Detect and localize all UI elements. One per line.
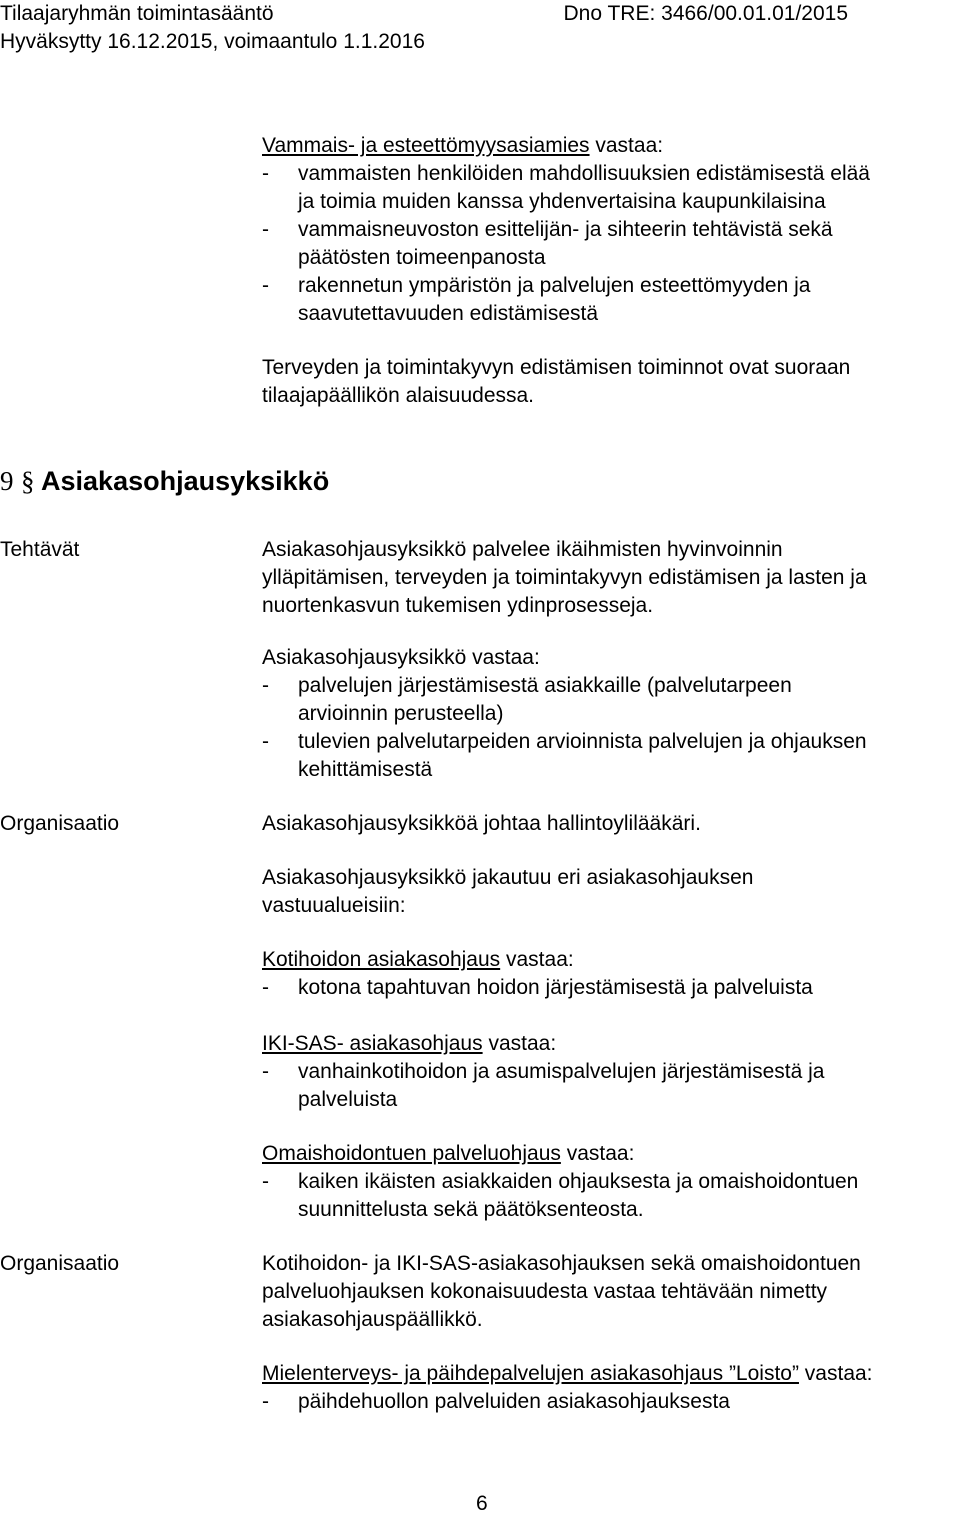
vammais-title: Vammais- ja esteettömyysasiamies [262,134,590,157]
omaishoito-block: Omaishoidontuen palveluohjaus vastaa: - kaiken ikäisten asiakkaiden ohjauksesta ja omaishoidontuen suunnittelusta sekä päätöksenteosta. [262,1140,952,1224]
kotihoito-title: Kotihoidon asiakasohjaus [262,948,501,971]
loisto-block: Mielenterveys- ja päihdepalvelujen asiakasohjaus ”Loisto” vastaa: - päihdehuollon palveluiden asiakasohjauksesta [262,1360,952,1416]
label-tehtavat: Tehtävät [0,538,80,561]
list-item: - rakennetun ympäristön ja palvelujen esteettömyyden ja [262,274,811,297]
section-title: Asiakasohjausyksikkö [41,466,330,496]
loisto-title: Mielenterveys- ja päihdepalvelujen asiakasohjaus ”Loisto” [262,1362,799,1385]
list-item: - vammaisten henkilöiden mahdollisuuksien edistämisestä elää [262,162,870,185]
page-number: 6 [476,1492,488,1515]
document-title: Tilaajaryhmän toimintasääntö [0,2,274,25]
kotihoito-block: Kotihoidon asiakasohjaus vastaa: - kotona tapahtuvan hoidon järjestämisestä ja palveluista [262,946,952,1002]
list-item: - päihdehuollon palveluiden asiakasohjauksesta [262,1390,730,1413]
ikisas-title: IKI-SAS- asiakasohjaus [262,1032,483,1055]
list-item: - vammaisneuvoston esittelijän- ja sihteerin tehtävistä sekä [262,218,833,241]
vammais-note: Terveyden ja toimintakyvyn edistämisen toiminnot ovat suoraan tilaajapäällikön alaisuudessa. [262,356,851,407]
page-header [0,0,960,56]
ikisas-block: IKI-SAS- asiakasohjaus vastaa: - vanhainkotihoidon ja asumispalvelujen järjestämisestä ja palveluista [262,1030,952,1114]
organisaatio-split: Asiakasohjausyksikkö jakautuu eri asiakasohjauksen vastuualueisiin: [262,866,754,917]
list-item: - palvelujen järjestämisestä asiakkaille (palvelutarpeen [262,674,792,697]
list-item: - vanhainkotihoidon ja asumispalvelujen järjestämisestä ja [262,1060,825,1083]
organisaatio2-text: Kotihoidon- ja IKI-SAS-asiakasohjauksen sekä omaishoidontuen palveluohjauksen kokonaisuudesta vastaa tehtävään nimetty asiakasohjauspäällikkö. [262,1252,861,1331]
list-item: - tulevien palvelutarpeiden arvioinnista palvelujen ja ohjauksen [262,730,867,753]
approval-date: Hyväksytty 16.12.2015, voimaantulo 1.1.2016 [0,30,425,53]
vammais-block: Vammais- ja esteettömyysasiamies vastaa: - vammaisten henkilöiden mahdollisuuksien edistämisestä elää ja toimia muiden kanssa yhdenvertaisina kaupunkilaisina - vammaisneuvoston esittelijän- ja sihteerin tehtävistä sekä päätösten toimeenpanosta - rakennetun ympäristön ja palvelujen esteettömyyden ja saavutettavuuden edistämisestä [262,132,952,328]
tehtavat-intro: Asiakasohjausyksikkö palvelee ikäihmisten hyvinvoinnin ylläpitämisen, terveyden ja toimintakyvyn edistämisen ja lasten ja nuortenkasvun tukemisen ydinprosesseja. [262,538,867,617]
document-number: Dno TRE: 3466/00.01.01/2015 [563,2,848,25]
list-item: - kotona tapahtuvan hoidon järjestämisestä ja palveluista [262,976,813,999]
label-organisaatio: Organisaatio [0,812,120,835]
list-item: - kaiken ikäisten asiakkaiden ohjauksesta ja omaishoidontuen [262,1170,859,1193]
section-symbol: § [21,466,35,496]
label-organisaatio: Organisaatio [0,1252,120,1275]
section-heading: 9 § Asiakasohjausyksikkö [0,466,330,496]
organisaatio-lead: Asiakasohjausyksikköä johtaa hallintoylilääkäri. [262,812,701,835]
omaishoito-title: Omaishoidontuen palveluohjaus [262,1142,561,1165]
tehtavat-vastaa: Asiakasohjausyksikkö vastaa: - palvelujen järjestämisestä asiakkaille (palvelutarpeen arvioinnin perusteella) - tulevien palvelutarpeiden arvioinnista palvelujen ja ohjauksen kehittämisestä [262,644,952,784]
